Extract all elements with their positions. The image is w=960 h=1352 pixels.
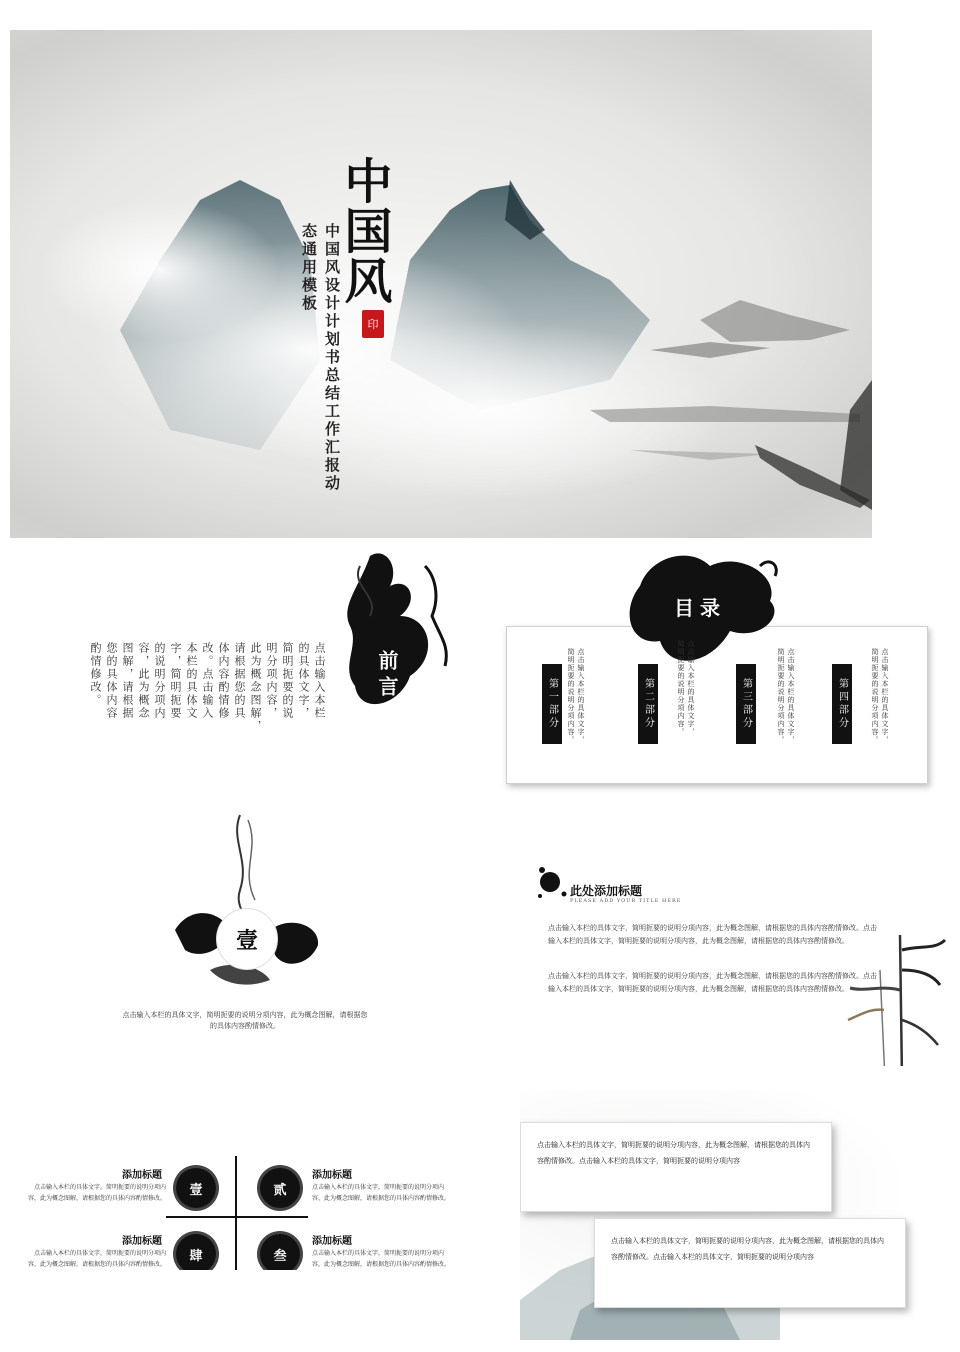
- cards-slide[interactable]: [520, 1090, 956, 1340]
- numeral-3-dot[interactable]: 叁: [260, 1234, 300, 1270]
- chapter-one-desc: 点击输入本栏的具体文字，简明扼要的说明分项内容，此为概念图解，请根据您的具体内容酌情修改。: [122, 1011, 368, 1030]
- four-parts-slide[interactable]: [10, 1110, 480, 1270]
- numeral-1-dot[interactable]: 壹: [176, 1168, 216, 1208]
- paragraph-2: 点击输入本栏的具体文字，简明扼要的说明分项内容，此为概念图解，请根据您的具体内容酌情修改。点击输入本栏的具体文字，简明扼要的说明分项内容，此为概念图解，请根据您的具体内容酌情修改。: [548, 972, 877, 993]
- part-4-desc: 点击输入本栏的具体文字，简明扼要的说明分项内容，此为概念图解，请根据您的具体内容酌情修改。: [27, 1250, 166, 1268]
- red-seal-stamp: 印: [362, 310, 384, 338]
- part-3-desc: 点击输入本栏的具体文字，简明扼要的说明分项内容，此为概念图解，请根据您的具体内容酌情修改。: [312, 1250, 451, 1268]
- part-4-title: 添加标题: [122, 1236, 162, 1247]
- preface-title: 前言: [375, 650, 399, 702]
- ink-dot-icon: [536, 864, 570, 904]
- bamboo-illustration: [840, 930, 950, 1066]
- preface-column: 明分项内容，: [265, 642, 278, 720]
- part-1-desc-a: 点击输入本栏的具体文字，: [577, 648, 585, 744]
- divider-vertical: [235, 1156, 237, 1270]
- part-4-tag[interactable]: 第四部分: [832, 664, 852, 744]
- part-1-desc: 点击输入本栏的具体文字，简明扼要的说明分项内容，此为概念图解，请根据您的具体内容酌情修改。: [27, 1184, 166, 1202]
- part-2-tag[interactable]: 第二部分: [638, 664, 658, 744]
- cover-subtitle-line-2: 态通用模板: [300, 223, 318, 313]
- preface-column: 请根据您的具: [233, 642, 246, 720]
- info-card-1: [520, 1122, 832, 1212]
- cover-subtitle-line-1: 中国风设计计划书总结工作汇报动: [323, 223, 341, 493]
- preface-column: 此为概念图解，: [249, 642, 262, 733]
- part-2-title: 添加标题: [312, 1170, 352, 1181]
- part-2-desc-a: 点击输入本栏的具体文字，: [687, 640, 695, 736]
- preface-column: 点击输入本栏: [313, 642, 326, 720]
- part-3-desc-b: 简明扼要的说明分项内容。: [777, 648, 785, 744]
- part-4-desc-a: 点击输入本栏的具体文字，: [881, 648, 889, 744]
- preface-column: 容，此为概念: [137, 642, 150, 720]
- section-heading-en: PLEASE ADD YOUR TITLE HERE: [570, 898, 682, 904]
- preface-column: 简明扼要的说: [281, 642, 294, 720]
- contents-slide[interactable]: [490, 546, 956, 802]
- info-card-1-text: 点击输入本栏的具体文字，简明扼要的说明分项内容，此为概念图解，请根据您的具体内容酌情修改。点击输入本栏的具体文字，简明扼要的说明分项内容: [537, 1141, 810, 1165]
- mountain-landscape-illustration: [10, 30, 872, 538]
- part-1-title: 添加标题: [122, 1170, 162, 1181]
- divider-horizontal: [166, 1216, 308, 1218]
- chapter-numeral-circle: 壹: [216, 908, 278, 970]
- preface-column: 改。点击输入: [201, 642, 214, 720]
- preface-column: 的具体文字，: [297, 642, 310, 720]
- paragraph-1: 点击输入本栏的具体文字，简明扼要的说明分项内容，此为概念图解，请根据您的具体内容酌情修改。点击输入本栏的具体文字，简明扼要的说明分项内容，此为概念图解，请根据您的具体内容酌情修改。: [548, 924, 877, 945]
- chapter-one-slide[interactable]: [10, 810, 480, 1066]
- part-4-desc-b: 简明扼要的说明分项内容。: [871, 648, 879, 744]
- preface-column: 酌情修改。: [89, 642, 102, 707]
- part-3-tag[interactable]: 第三部分: [736, 664, 756, 744]
- info-card-2-text: 点击输入本栏的具体文字，简明扼要的说明分项内容，此为概念图解，请根据您的具体内容酌情修改。点击输入本栏的具体文字，简明扼要的说明分项内容: [611, 1237, 884, 1261]
- info-card-2: [594, 1218, 906, 1308]
- preface-slide[interactable]: [10, 546, 480, 802]
- preface-column: 字，简明扼要: [169, 642, 182, 720]
- part-2-desc: 点击输入本栏的具体文字，简明扼要的说明分项内容，此为概念图解，请根据您的具体内容酌情修改。: [312, 1184, 451, 1202]
- preface-column: 的说明分项内: [153, 642, 166, 720]
- numeral-2-dot[interactable]: 贰: [260, 1168, 300, 1208]
- cover-title: 中国风: [336, 156, 392, 306]
- contents-title: 目录: [674, 596, 726, 620]
- part-1-desc-b: 简明扼要的说明分项内容。: [567, 648, 575, 744]
- cover-slide[interactable]: [10, 30, 872, 538]
- ink-splash-illustration: [340, 546, 460, 721]
- preface-column: 图解，请根据: [121, 642, 134, 720]
- part-2-desc-b: 简明扼要的说明分项内容。: [677, 640, 685, 736]
- preface-column: 体内容酌情修: [217, 642, 230, 720]
- part-1-tag[interactable]: 第一部分: [542, 664, 562, 744]
- part-3-desc-a: 点击输入本栏的具体文字，: [787, 648, 795, 744]
- numeral-4-dot[interactable]: 肆: [176, 1234, 216, 1270]
- section-heading: 此处添加标题: [570, 884, 643, 898]
- part-3-title: 添加标题: [312, 1236, 352, 1247]
- text-bamboo-slide[interactable]: [490, 810, 956, 1066]
- preface-column: 本栏的具体文: [185, 642, 198, 720]
- preface-column: 您的具体内容: [105, 642, 118, 720]
